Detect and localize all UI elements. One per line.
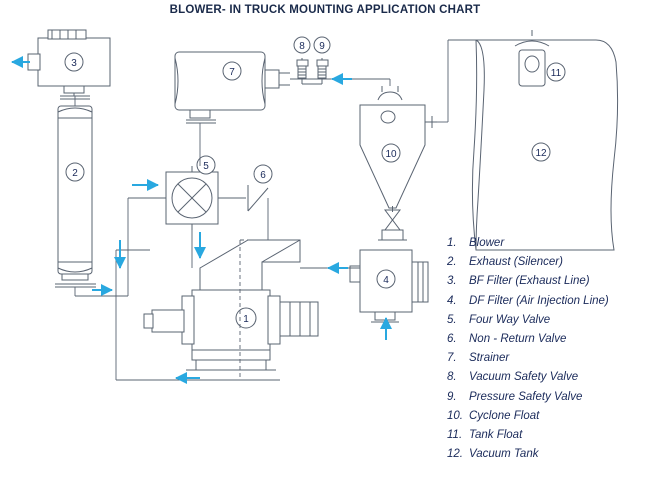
- legend-number: 8.: [447, 371, 457, 384]
- bf-filter-component: [28, 30, 110, 99]
- callout-11: 11: [550, 68, 562, 79]
- callout-10: 10: [385, 149, 397, 160]
- legend-label: Blower: [469, 237, 505, 249]
- legend-number: 4.: [447, 294, 457, 307]
- legend-item-5: [447, 314, 647, 326]
- legend-item-11: [447, 429, 647, 441]
- callout-7: 7: [229, 67, 235, 78]
- legend-number: 11.: [447, 428, 463, 441]
- legend-item-9: [447, 391, 647, 403]
- legend-number: 7.: [447, 352, 457, 365]
- callout-6: 6: [260, 170, 266, 181]
- legend: [447, 237, 647, 467]
- page-title: BLOWER- IN TRUCK MOUNTING APPLICATION CHART: [169, 4, 481, 16]
- legend-number: 9.: [447, 390, 457, 403]
- cyclone-float-component: [360, 86, 437, 240]
- legend-label: Pressure Safety Valve: [469, 390, 583, 403]
- legend-number: 6.: [447, 332, 457, 345]
- legend-item-3: [447, 275, 647, 287]
- safety-valves-component: [294, 37, 330, 84]
- legend-number: 1.: [447, 237, 457, 249]
- legend-item-4: [447, 295, 647, 307]
- legend-number: 5.: [447, 313, 457, 326]
- legend-number: 3.: [447, 275, 457, 288]
- legend-label: Vacuum Safety Valve: [469, 371, 579, 384]
- legend-item-7: [447, 352, 647, 364]
- legend-number: 12.: [447, 448, 463, 461]
- legend-item-12: [447, 448, 647, 460]
- legend-number: 10.: [447, 409, 463, 422]
- legend-label: Cyclone Float: [469, 409, 540, 422]
- legend-label: DF Filter (Air Injection Line): [469, 294, 609, 307]
- legend-label: Exhaust (Silencer): [469, 256, 563, 269]
- legend-label: Vacuum Tank: [469, 448, 539, 461]
- legend-item-10: [447, 410, 647, 422]
- callout-12: 12: [535, 148, 547, 159]
- legend-item-2: [447, 256, 647, 268]
- blower-component: [144, 240, 318, 370]
- legend-label: Strainer: [469, 352, 510, 365]
- legend-item-6: [447, 333, 647, 345]
- strainer-component: [175, 52, 290, 123]
- callout-9: 9: [319, 41, 325, 52]
- exhaust-silencer-component: [55, 106, 96, 287]
- callout-8: 8: [299, 41, 305, 52]
- legend-label: Tank Float: [469, 428, 523, 441]
- legend-number: 2.: [447, 256, 457, 269]
- four-way-valve-component: [160, 156, 246, 230]
- callout-3: 3: [71, 58, 77, 69]
- legend-item-1: [447, 237, 647, 249]
- callout-1: 1: [243, 314, 249, 325]
- legend-label: BF Filter (Exhaust Line): [469, 275, 590, 288]
- callout-2: 2: [72, 168, 78, 179]
- callout-4: 4: [383, 275, 389, 286]
- legend-label: Four Way Valve: [469, 313, 551, 326]
- df-filter-component: [350, 250, 428, 322]
- legend-label: Non - Return Valve: [469, 332, 567, 345]
- callout-5: 5: [203, 161, 209, 172]
- legend-item-8: [447, 371, 647, 383]
